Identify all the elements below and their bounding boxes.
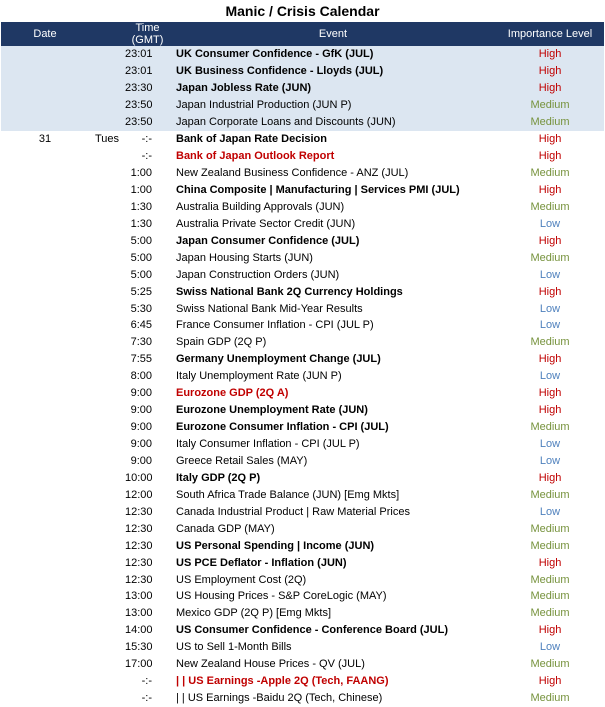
- row-date: [1, 402, 89, 419]
- table-row: [1, 639, 604, 656]
- table-row: [1, 232, 604, 249]
- table-row: [1, 503, 604, 520]
- row-event: Eurozone Consumer Inflation - CPI (JUL): [176, 421, 389, 434]
- row-date: [1, 232, 89, 249]
- row-time: 23:01: [125, 46, 170, 63]
- row-day: [89, 571, 125, 588]
- row-day: [89, 165, 125, 182]
- row-event: China Composite | Manufacturing | Services PMI (JUL): [176, 183, 460, 196]
- row-date: [1, 605, 89, 622]
- row-time: 1:30: [130, 217, 152, 230]
- row-day: [89, 419, 125, 436]
- row-time: 5:25: [130, 285, 152, 298]
- row-day: [89, 588, 125, 605]
- row-day: [89, 80, 125, 97]
- row-date: [1, 97, 89, 114]
- row-day: [89, 266, 125, 283]
- row-importance: Low: [539, 217, 561, 230]
- row-day: [89, 656, 125, 673]
- table-row: [1, 249, 604, 266]
- row-importance: Medium: [530, 590, 570, 603]
- header-importance: Importance Level: [496, 22, 604, 46]
- row-event: Japan Housing Starts (JUN): [176, 251, 313, 264]
- row-importance: High: [538, 387, 562, 400]
- row-date: [1, 673, 89, 690]
- row-day: [89, 673, 125, 690]
- header-date: Date: [1, 22, 89, 46]
- table-row: [1, 148, 604, 165]
- row-day: [89, 351, 125, 368]
- row-importance: Medium: [530, 421, 570, 434]
- row-event: US Consumer Confidence - Conference Board (JUL): [176, 624, 448, 637]
- table-row: [1, 300, 604, 317]
- row-day: [89, 436, 125, 453]
- row-event: Japan Construction Orders (JUN): [176, 268, 340, 281]
- row-importance: Medium: [530, 658, 570, 671]
- table-row: [1, 215, 604, 232]
- row-importance: High: [538, 133, 562, 146]
- row-day: Tues: [95, 133, 120, 146]
- row-importance: Medium: [530, 573, 570, 586]
- row-event: UK Business Confidence - Lloyds (JUL): [170, 63, 496, 80]
- table-row: [1, 520, 604, 537]
- row-time: 5:30: [130, 302, 152, 315]
- row-day: [89, 554, 125, 571]
- row-day: [89, 503, 125, 520]
- row-importance: Low: [539, 302, 561, 315]
- row-date: [1, 215, 89, 232]
- table-row: [1, 351, 604, 368]
- table-row: [1, 436, 604, 453]
- row-time: 12:30: [125, 505, 153, 518]
- row-day: [89, 639, 125, 656]
- row-importance: Medium: [530, 607, 570, 620]
- row-day: [89, 46, 125, 63]
- row-importance: Low: [539, 438, 561, 451]
- row-time: 23:50: [125, 97, 170, 114]
- row-time: 9:00: [130, 421, 152, 434]
- table-row: [1, 97, 604, 114]
- table-row: [1, 588, 604, 605]
- row-day: [89, 486, 125, 503]
- row-day: [89, 148, 125, 165]
- table-row: [1, 453, 604, 470]
- row-event: US Employment Cost (2Q): [176, 573, 307, 586]
- row-time: 12:30: [125, 522, 153, 535]
- row-date: [1, 537, 89, 554]
- row-date: [1, 80, 89, 97]
- table-row: [1, 419, 604, 436]
- row-time: 1:30: [130, 200, 152, 213]
- row-importance: High: [538, 556, 562, 569]
- row-date: [1, 656, 89, 673]
- table-row: [1, 131, 604, 148]
- row-time: 14:00: [125, 624, 153, 637]
- row-event: Greece Retail Sales (MAY): [176, 454, 308, 467]
- row-event: Japan Corporate Loans and Discounts (JUN): [170, 114, 496, 131]
- row-time: 7:55: [130, 353, 152, 366]
- row-time: 12:30: [125, 539, 153, 552]
- row-date: [1, 182, 89, 199]
- row-date: [1, 571, 89, 588]
- calendar-title: Manic / Crisis Calendar: [225, 3, 380, 19]
- row-date: [1, 690, 89, 707]
- row-event: New Zealand Business Confidence - ANZ (JUL): [176, 167, 409, 180]
- table-row: [1, 317, 604, 334]
- row-time: 9:00: [130, 438, 152, 451]
- row-date: 31: [38, 133, 52, 146]
- row-importance: High: [538, 234, 562, 247]
- row-time: 12:00: [125, 488, 153, 501]
- row-time: 23:01: [125, 63, 170, 80]
- row-time: 1:00: [130, 167, 152, 180]
- row-date: [1, 419, 89, 436]
- row-time: -:-: [141, 675, 152, 688]
- row-event: Germany Unemployment Change (JUL): [176, 353, 381, 366]
- row-day: [89, 385, 125, 402]
- table-row: [1, 198, 604, 215]
- row-event: US to Sell 1-Month Bills: [176, 641, 292, 654]
- row-event: UK Consumer Confidence - GfK (JUL): [170, 46, 496, 63]
- row-day: [89, 469, 125, 486]
- table-row: [1, 469, 604, 486]
- row-date: [1, 317, 89, 334]
- table-row: [1, 368, 604, 385]
- table-row: [1, 402, 604, 419]
- row-importance: Low: [539, 641, 561, 654]
- row-importance: High: [496, 63, 604, 80]
- row-importance: Low: [539, 268, 561, 281]
- table-row: [1, 80, 604, 97]
- row-event: Japan Jobless Rate (JUN): [170, 80, 496, 97]
- row-day: [89, 97, 125, 114]
- table-row: [1, 537, 604, 554]
- row-event: Spain GDP (2Q P): [176, 336, 267, 349]
- row-day: [89, 402, 125, 419]
- table-row: [1, 554, 604, 571]
- row-event: | | US Earnings -Apple 2Q (Tech, FAANG): [176, 675, 389, 688]
- header-time: Time (GMT): [125, 22, 170, 46]
- row-time: 23:30: [125, 80, 170, 97]
- row-importance: High: [538, 624, 562, 637]
- row-date: [1, 453, 89, 470]
- row-time: 15:30: [125, 641, 153, 654]
- row-date: [1, 300, 89, 317]
- row-event: Bank of Japan Rate Decision: [176, 133, 327, 146]
- table-row: [1, 165, 604, 182]
- row-date: [1, 165, 89, 182]
- row-date: [1, 436, 89, 453]
- row-importance: Medium: [496, 97, 604, 114]
- table-row: [1, 486, 604, 503]
- table-row: [1, 571, 604, 588]
- row-date: [1, 639, 89, 656]
- table-row: [1, 385, 604, 402]
- row-importance: Low: [539, 454, 561, 467]
- row-event: South Africa Trade Balance (JUN) [Emg Mkts]: [176, 488, 400, 501]
- row-event: Italy Unemployment Rate (JUN P): [176, 370, 342, 383]
- row-event: Canada GDP (MAY): [176, 522, 275, 535]
- row-date: [1, 588, 89, 605]
- row-importance: High: [538, 353, 562, 366]
- row-day: [89, 690, 125, 707]
- row-importance: Medium: [530, 488, 570, 501]
- row-day: [89, 537, 125, 554]
- row-day: [89, 114, 125, 131]
- row-time: 12:30: [125, 556, 153, 569]
- table-row: [1, 334, 604, 351]
- table-row: [1, 283, 604, 300]
- row-event: Canada Industrial Product | Raw Material Prices: [176, 505, 410, 518]
- row-importance: High: [538, 285, 562, 298]
- table-row: [1, 63, 604, 80]
- row-importance: High: [538, 471, 562, 484]
- row-time: 5:00: [130, 234, 152, 247]
- row-importance: Medium: [530, 167, 570, 180]
- row-time: 9:00: [130, 454, 152, 467]
- row-importance: High: [538, 404, 562, 417]
- row-date: [1, 46, 89, 63]
- row-event: Italy GDP (2Q P): [176, 471, 261, 484]
- row-date: [1, 334, 89, 351]
- row-date: [1, 283, 89, 300]
- row-event: Japan Consumer Confidence (JUL): [176, 234, 360, 247]
- row-day: [89, 368, 125, 385]
- row-day: [89, 63, 125, 80]
- row-day: [89, 453, 125, 470]
- row-time: 23:50: [125, 114, 170, 131]
- row-event: New Zealand House Prices - QV (JUL): [176, 658, 365, 671]
- row-importance: Low: [539, 319, 561, 332]
- row-importance: Medium: [530, 200, 570, 213]
- row-day: [89, 605, 125, 622]
- row-importance: Medium: [496, 114, 604, 131]
- row-importance: High: [538, 675, 562, 688]
- row-day: [89, 198, 125, 215]
- row-day: [89, 317, 125, 334]
- row-importance: High: [496, 80, 604, 97]
- row-importance: Medium: [530, 539, 570, 552]
- row-time: 5:00: [130, 268, 152, 281]
- row-time: 10:00: [125, 471, 153, 484]
- row-importance: Low: [539, 370, 561, 383]
- row-importance: Medium: [530, 251, 570, 264]
- row-time: 13:00: [125, 607, 153, 620]
- row-date: [1, 114, 89, 131]
- row-event: Bank of Japan Outlook Report: [176, 150, 335, 163]
- row-event: Japan Industrial Production (JUN P): [170, 97, 496, 114]
- row-date: [1, 385, 89, 402]
- row-event: Swiss National Bank 2Q Currency Holdings: [176, 285, 403, 298]
- row-time: 5:00: [130, 251, 152, 264]
- row-date: [1, 622, 89, 639]
- row-event: Australia Building Approvals (JUN): [176, 200, 345, 213]
- row-date: [1, 554, 89, 571]
- row-time: 12:30: [125, 573, 153, 586]
- table-row: [1, 656, 604, 673]
- row-event: Eurozone Unemployment Rate (JUN): [176, 404, 368, 417]
- calendar-table: [1, 22, 604, 707]
- table-row: [1, 673, 604, 690]
- row-event: | | US Earnings -Baidu 2Q (Tech, Chinese): [176, 692, 383, 705]
- row-day: [89, 334, 125, 351]
- row-day: [89, 249, 125, 266]
- row-date: [1, 249, 89, 266]
- row-importance: High: [538, 150, 562, 163]
- table-row: [1, 622, 604, 639]
- row-date: [1, 520, 89, 537]
- calendar-rows: [1, 46, 604, 707]
- header-row: [1, 22, 604, 46]
- row-date: [1, 198, 89, 215]
- row-event: Australia Private Sector Credit (JUN): [176, 217, 356, 230]
- row-importance: Medium: [530, 692, 570, 705]
- header-day: [89, 22, 125, 46]
- table-row: [1, 605, 604, 622]
- row-day: [89, 215, 125, 232]
- row-date: [1, 503, 89, 520]
- row-date: [1, 266, 89, 283]
- row-importance: Low: [539, 505, 561, 518]
- table-row: [1, 182, 604, 199]
- row-time: 8:00: [130, 370, 152, 383]
- row-day: [89, 622, 125, 639]
- row-date: [1, 486, 89, 503]
- row-importance: Medium: [530, 336, 570, 349]
- row-importance: High: [538, 183, 562, 196]
- row-time: -:-: [141, 150, 152, 163]
- row-event: Swiss National Bank Mid-Year Results: [176, 302, 363, 315]
- row-day: [89, 232, 125, 249]
- table-row: [1, 114, 604, 131]
- row-time: 9:00: [130, 404, 152, 417]
- row-time: 1:00: [130, 183, 152, 196]
- row-date: [1, 469, 89, 486]
- row-event: US Housing Prices - S&P CoreLogic (MAY): [176, 590, 387, 603]
- row-day: [89, 283, 125, 300]
- header-event: Event: [170, 22, 496, 46]
- row-time: 13:00: [125, 590, 153, 603]
- row-event: Eurozone GDP (2Q A): [176, 387, 289, 400]
- row-day: [89, 300, 125, 317]
- row-event: US Personal Spending | Income (JUN): [176, 539, 375, 552]
- row-day: [89, 520, 125, 537]
- row-importance: High: [496, 46, 604, 63]
- row-time: 7:30: [130, 336, 152, 349]
- row-time: 17:00: [125, 658, 153, 671]
- table-row: [1, 690, 604, 707]
- row-date: [1, 351, 89, 368]
- row-time: 9:00: [130, 387, 152, 400]
- row-time: -:-: [141, 133, 152, 146]
- row-event: Italy Consumer Inflation - CPI (JUL P): [176, 438, 360, 451]
- table-row: [1, 266, 604, 283]
- row-event: US PCE Deflator - Inflation (JUN): [176, 556, 347, 569]
- row-importance: Medium: [530, 522, 570, 535]
- row-date: [1, 63, 89, 80]
- row-time: -:-: [141, 692, 152, 705]
- row-day: [89, 182, 125, 199]
- row-date: [1, 368, 89, 385]
- table-row: [1, 46, 604, 63]
- row-date: [1, 148, 89, 165]
- row-time: 6:45: [130, 319, 152, 332]
- row-event: Mexico GDP (2Q P) [Emg Mkts]: [176, 607, 332, 620]
- row-event: France Consumer Inflation - CPI (JUL P): [176, 319, 374, 332]
